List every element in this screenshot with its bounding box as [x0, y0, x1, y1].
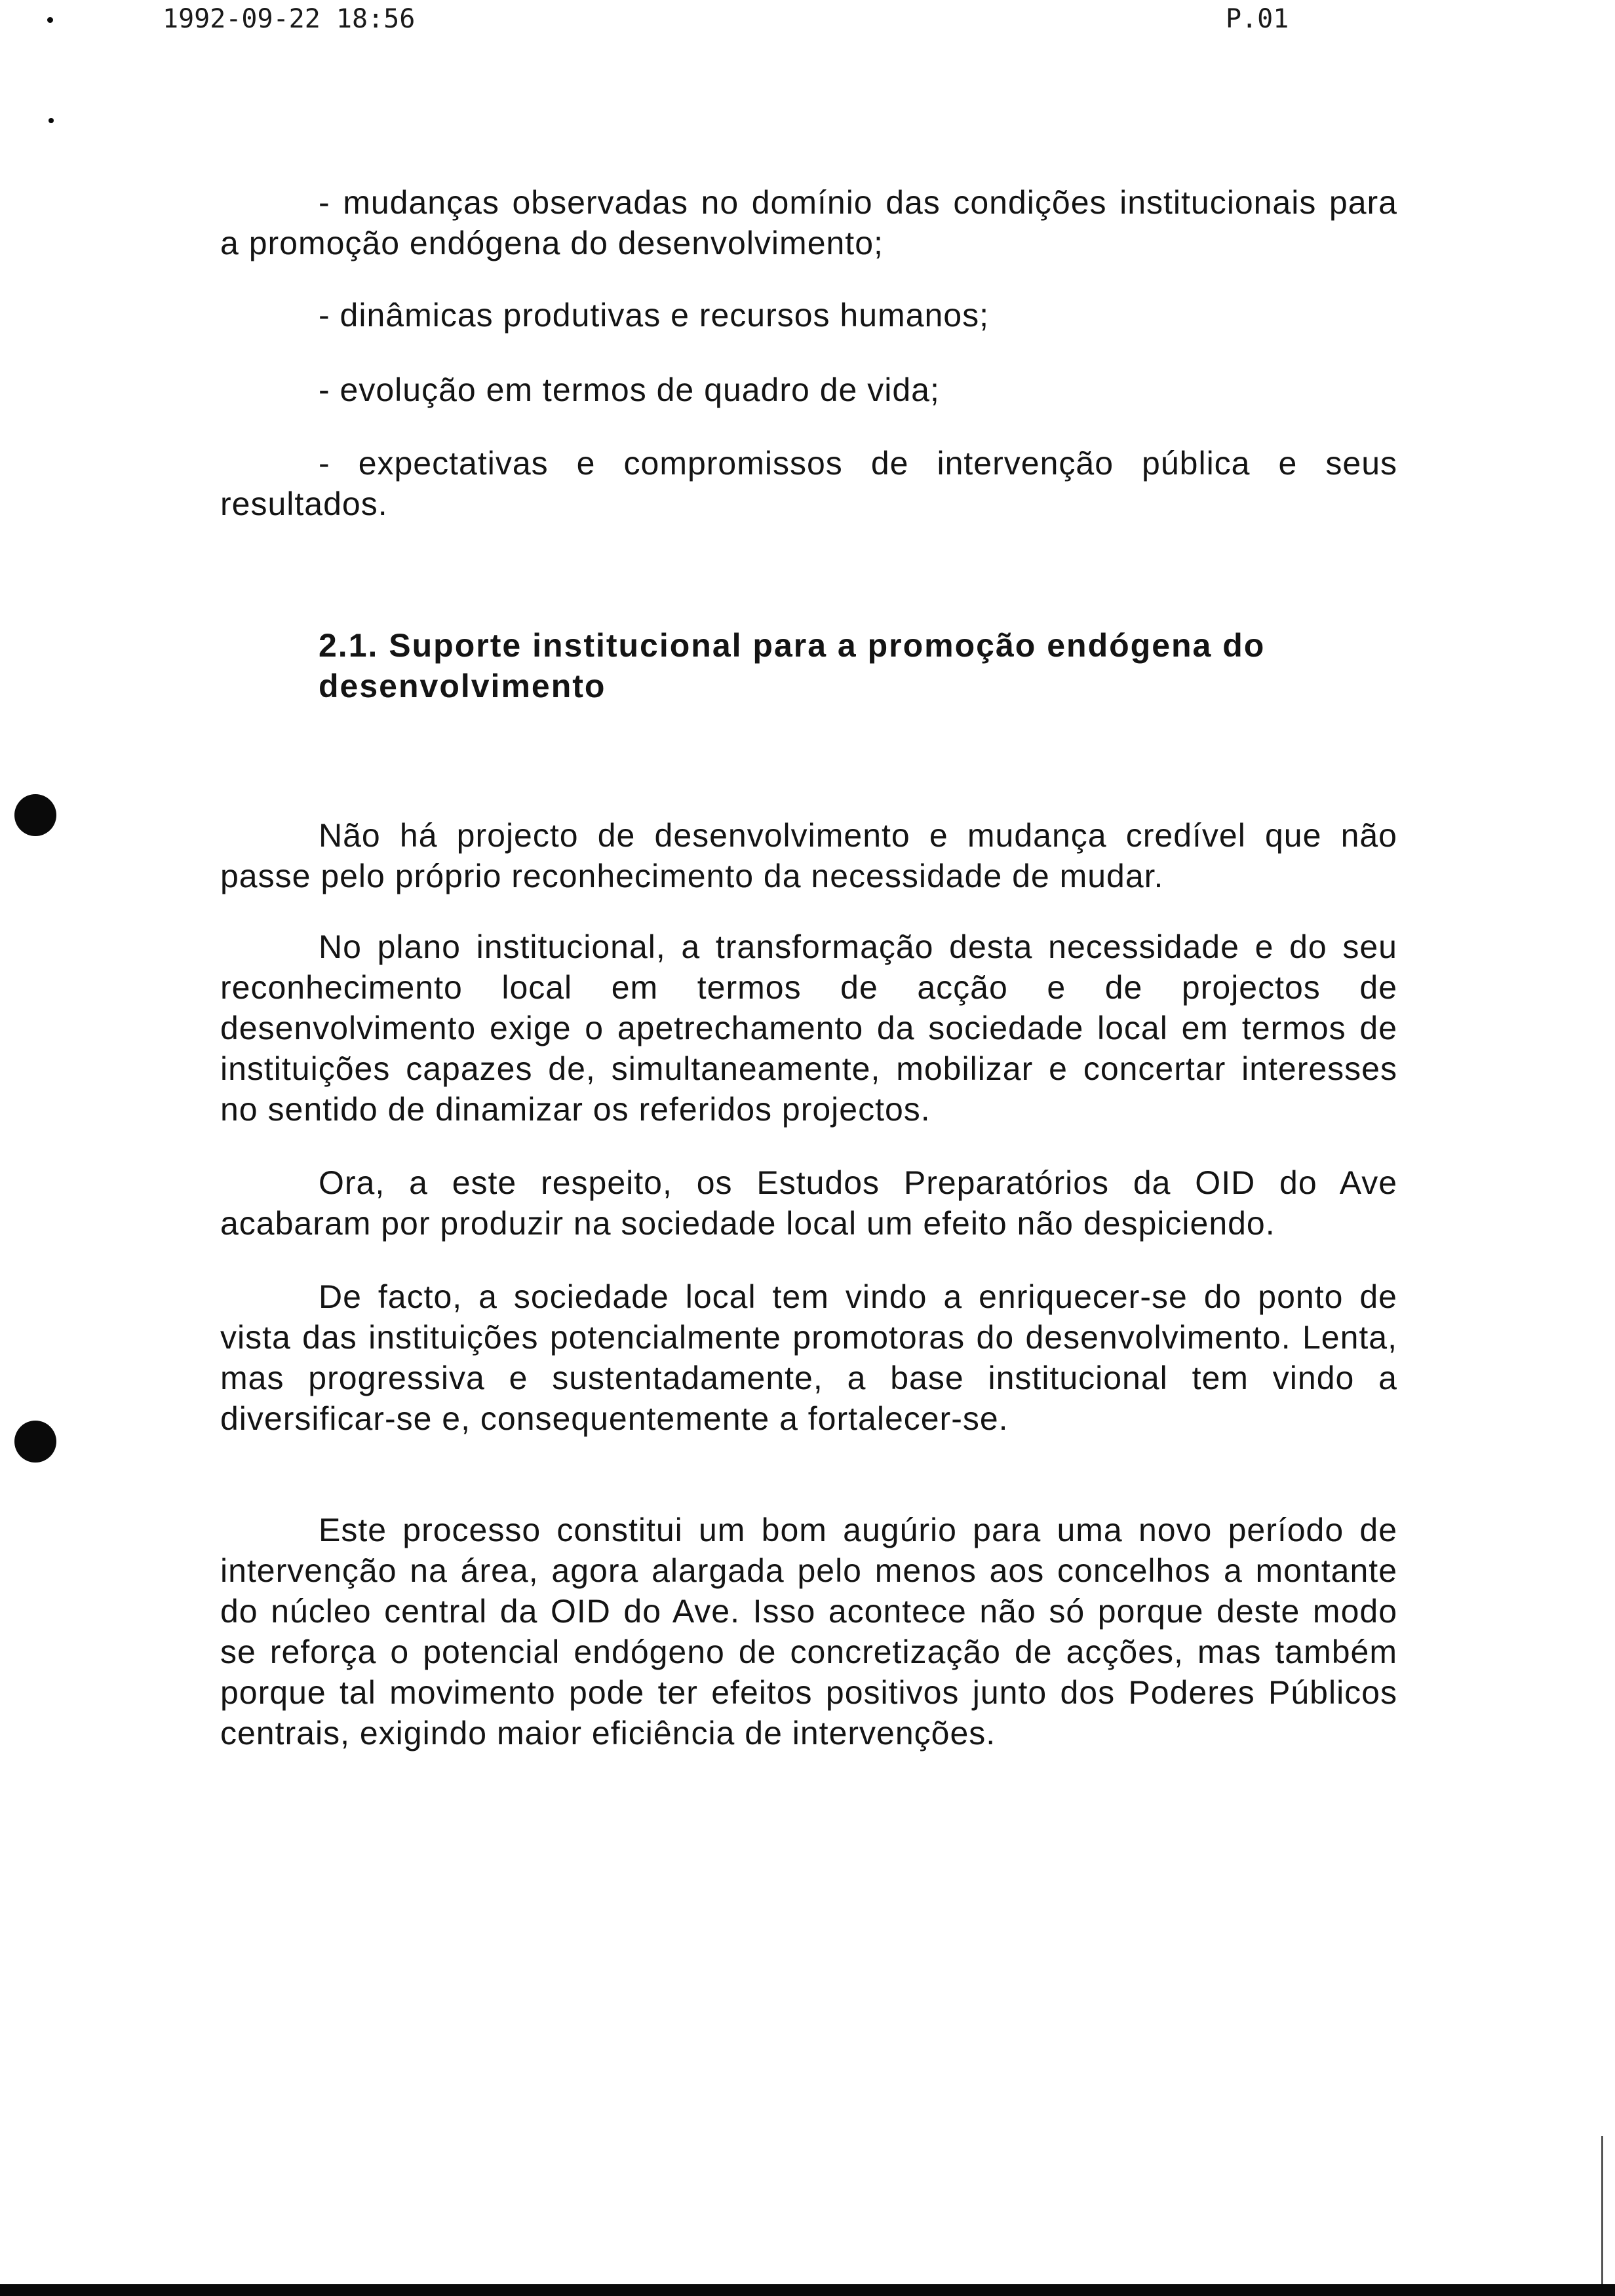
- paragraph: No plano institucional, a transformação desta necessidade e do seu reconhecimento local em termos de acção e de projectos de desenvolvimento exige o apetrechamento da sociedade local em termos de instituições capazes de, simultaneamente, mobilizar e concertar interesses no sentido de dinamizar os referidos projectos.: [220, 928, 1397, 1128]
- fax-mark-dot: [47, 17, 53, 23]
- section-heading: 2.1. Suporte institucional para a promoção endógena do desenvolvimento: [319, 627, 1266, 704]
- scan-edge: [1601, 2136, 1603, 2287]
- paragraph: De facto, a sociedade local tem vindo a enriquecer-se do ponto de vista das instituições potencialmente promotoras do desenvolvimento. Lenta, mas progressiva e sustentadamente, a base institucional tem vindo a diversificar-se e, consequentemente a fortalecer-se.: [220, 1278, 1397, 1437]
- paragraph: Ora, a este respeito, os Estudos Preparatórios da OID do Ave acabaram por produzir na sociedade local um efeito não despiciendo.: [220, 1164, 1397, 1242]
- bullet-item: - evolução em termos de quadro de vida;: [319, 372, 940, 408]
- punch-hole: [14, 1421, 56, 1463]
- bullet-item: - dinâmicas produtivas e recursos humanos;: [319, 297, 990, 334]
- bullet-item: - mudanças observadas no domínio das condições institucionais para a promoção endógena do desenvolvimento;: [220, 184, 1397, 261]
- fax-header-date: 1992-09-22 18:56: [163, 4, 416, 34]
- scan-edge: [0, 2284, 1615, 2296]
- paragraph: Este processo constitui um bom augúrio para uma novo período de intervenção na área, agora alargada pelo menos aos concelhos a montante do núcleo central da OID do Ave. Isso acontece não só porque deste modo se reforça o potencial endógeno de concretização de acções, mas também porque tal movimento pode ter efeitos positivos junto dos Poderes Públicos centrais, exigindo maior eficiência de intervenções.: [220, 1512, 1397, 1751]
- punch-hole: [14, 794, 56, 836]
- fax-mark-dot: [49, 118, 54, 123]
- bullet-item: - expectativas e compromissos de intervenção pública e seus resultados.: [220, 445, 1397, 522]
- fax-header-page: P.01: [1226, 4, 1289, 34]
- paragraph: Não há projecto de desenvolvimento e mudança credível que não passe pelo próprio reconhecimento da necessidade de mudar.: [220, 817, 1397, 894]
